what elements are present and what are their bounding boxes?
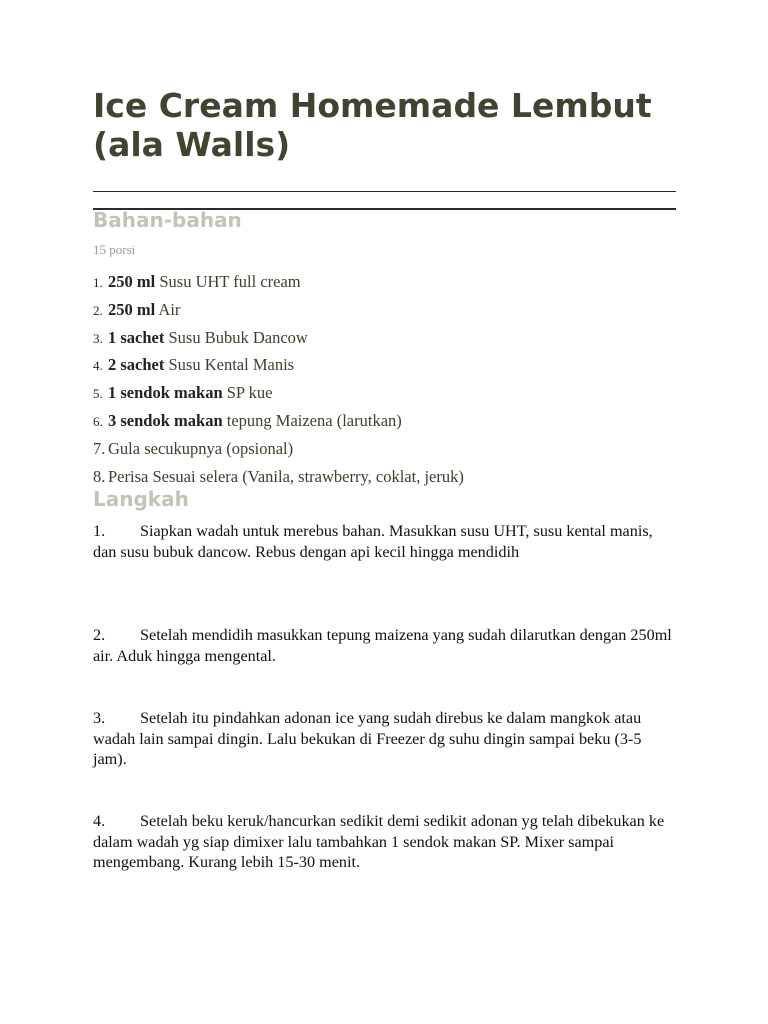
ingredient-number: 4. [93, 358, 103, 374]
ingredient-qty: 3 sendok makan [108, 410, 223, 430]
ingredient-item [93, 326, 464, 354]
step-text: Siapkan wadah untuk merebus bahan. Masukkan susu UHT, susu kental manis, dan susu bubuk dancow. Rebus dengan api kecil hingga mendidih [93, 522, 653, 561]
portion-text: 15 porsi [93, 242, 136, 257]
ingredient-number: 8. [93, 466, 106, 486]
ingredient-text: Gula secukupnya (opsional) [108, 438, 294, 458]
title-divider-top [93, 191, 676, 192]
ingredient-item [93, 381, 464, 409]
step-text: Setelah itu pindahkan adonan ice yang sudah direbus ke dalam mangkok atau wadah lain sampai dingin. Lalu bekukan di Freezer dg suhu dingin sampai beku (3-5 jam). [93, 709, 642, 769]
step-item [93, 521, 676, 562]
ingredient-qty: 1 sachet [108, 327, 165, 347]
ingredient-qty: 250 ml [108, 272, 156, 291]
ingredient-text: Susu Kental Manis [164, 355, 295, 375]
ingredient-number: 2. [93, 302, 103, 318]
ingredient-item [93, 437, 464, 465]
ingredient-qty: 1 sendok makan [108, 383, 223, 403]
ingredient-text: Perisa Sesuai selera (Vanila, strawberry, coklat, jeruk) [108, 466, 464, 486]
step-item [93, 708, 676, 770]
steps-heading: Langkah [93, 487, 189, 511]
ingredient-number: 3. [93, 330, 103, 346]
ingredient-number: 1. [93, 275, 103, 290]
ingredient-item [93, 270, 464, 298]
step-number: 1. [93, 522, 106, 540]
step-number: 2. [93, 626, 106, 644]
step-item [93, 625, 676, 666]
ingredient-number: 7. [93, 438, 106, 458]
ingredient-item [93, 353, 464, 381]
ingredient-number: 5. [93, 386, 103, 402]
recipe-title: Ice Cream Homemade Lembut (ala Walls) [93, 86, 652, 164]
ingredients-heading: Bahan-bahan [93, 208, 242, 232]
ingredients-list [93, 270, 464, 492]
ingredient-text: Susu Bubuk Dancow [164, 327, 308, 347]
ingredient-text: Air [155, 299, 181, 319]
ingredient-text: tepung Maizena (larutkan) [222, 410, 402, 430]
step-number: 4. [93, 812, 106, 830]
step-number: 3. [93, 709, 106, 727]
step-text: Setelah mendidih masukkan tepung maizena yang sudah dilarutkan dengan 250ml air. Aduk hingga mengental. [93, 626, 672, 665]
ingredient-text: Susu UHT full cream [155, 272, 301, 291]
step-text: Setelah beku keruk/hancurkan sedikit demi sedikit adonan yg telah dibekukan ke dalam wadah yg siap dimixer lalu tambahkan 1 sendok makan SP. Mixer sampai mengembang. Kurang lebih 15-30 menit. [93, 812, 665, 872]
ingredient-item [93, 409, 464, 437]
ingredient-item [93, 298, 464, 326]
ingredient-text: SP kue [222, 383, 273, 403]
step-item [93, 811, 676, 873]
ingredient-qty: 250 ml [108, 299, 156, 319]
ingredient-number: 6. [93, 413, 103, 429]
ingredient-qty: 2 sachet [108, 355, 165, 375]
